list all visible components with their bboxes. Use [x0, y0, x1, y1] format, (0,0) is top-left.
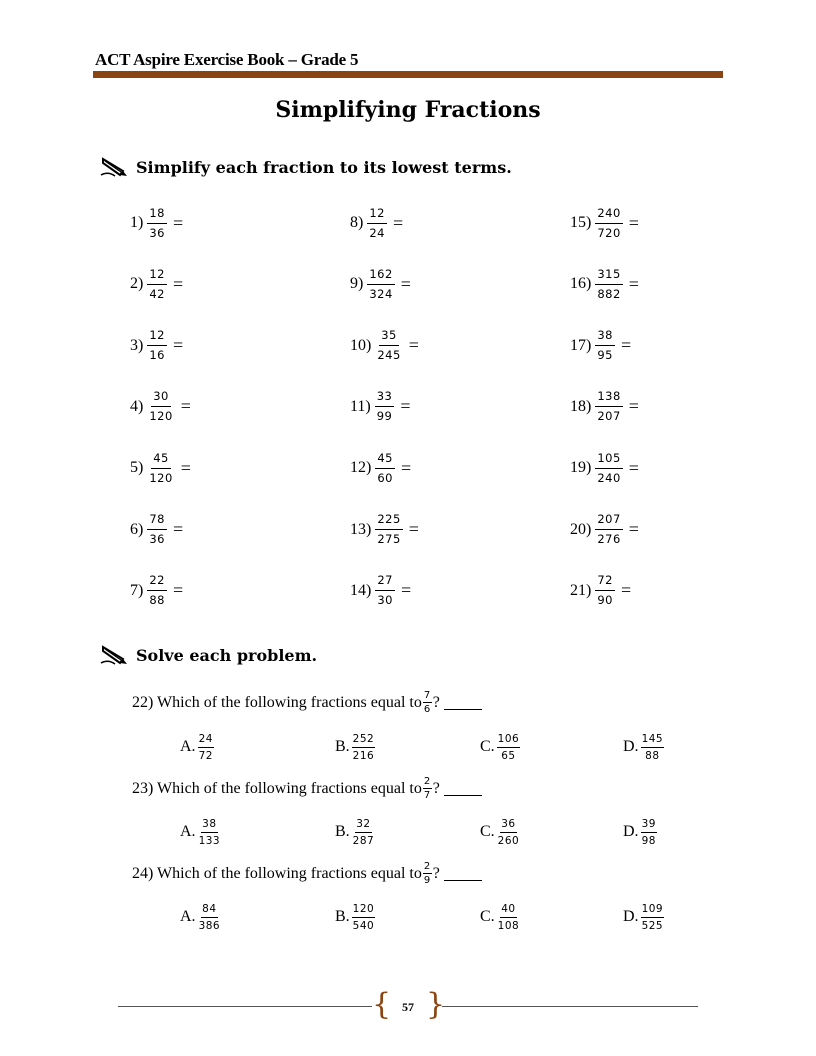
fraction [352, 733, 376, 762]
exercise-item [570, 383, 639, 431]
section-heading-label: Solve each problem. [136, 645, 318, 665]
answer-option[interactable] [180, 810, 221, 854]
fraction-denominator: 90 [597, 593, 613, 608]
fraction-numerator: 45 [375, 452, 395, 469]
fraction [423, 861, 432, 886]
fraction-numerator: 105 [595, 452, 622, 469]
exercise-number: 2) [130, 275, 144, 293]
question-text [132, 861, 482, 886]
fraction [641, 903, 665, 932]
exercise-item [130, 444, 191, 492]
fraction [198, 903, 222, 932]
pencil-icon [100, 644, 128, 666]
answer-option[interactable] [623, 810, 657, 854]
fraction-denominator: 324 [369, 286, 393, 301]
exercise-number: 13) [350, 520, 372, 538]
fraction-numerator: 72 [595, 574, 615, 591]
exercise-row [130, 383, 690, 431]
equals-sign: = [628, 273, 639, 294]
equals-sign: = [628, 457, 639, 478]
exercise-item [350, 383, 411, 431]
fraction [147, 574, 167, 607]
exercise-row [130, 567, 690, 615]
fraction [423, 690, 432, 715]
fraction [147, 329, 167, 362]
fraction-denominator: 540 [352, 919, 375, 932]
equals-sign: = [620, 580, 632, 601]
fraction-denominator: 24 [369, 225, 385, 240]
fraction-numerator: 2 [423, 861, 431, 872]
fraction [147, 452, 174, 485]
exercise-number: 8) [350, 214, 364, 231]
fraction [595, 574, 615, 607]
fraction-denominator: 287 [352, 834, 375, 847]
fraction-denominator: 36 [149, 532, 165, 546]
exercise-item [570, 322, 631, 370]
exercise-number: 18) [570, 397, 592, 415]
fraction [641, 818, 657, 847]
exercise-item [570, 567, 631, 615]
answer-blank[interactable] [444, 866, 482, 881]
fraction-denominator: 216 [352, 749, 375, 762]
option-letter: B. [335, 823, 350, 840]
question-suffix: ? [432, 693, 440, 711]
section-heading-label: Simplify each fraction to its lowest terms. [136, 157, 512, 177]
fraction-numerator: 106 [497, 733, 521, 748]
exercise-item [350, 567, 411, 615]
fraction [497, 903, 521, 932]
fraction-denominator: 525 [641, 919, 664, 932]
answer-option[interactable] [180, 725, 214, 769]
equals-sign: = [172, 212, 184, 233]
exercise-number: 7) [130, 581, 144, 599]
fraction-denominator: 108 [497, 919, 520, 932]
answer-option[interactable] [480, 895, 520, 939]
fraction-denominator: 16 [149, 348, 165, 363]
fraction-numerator: 240 [595, 207, 622, 224]
answer-option[interactable] [480, 810, 520, 854]
fraction-numerator: 145 [641, 733, 665, 748]
header-title: ACT Aspire Exercise Book – Grade 5 [95, 50, 359, 69]
fraction-denominator: 720 [597, 225, 621, 240]
exercise-number: 4) [130, 397, 144, 415]
fraction [147, 390, 174, 423]
option-letter: D. [623, 823, 639, 840]
fraction-denominator: 99 [376, 409, 393, 424]
fraction-denominator: 88 [645, 749, 660, 762]
fraction-numerator: 35 [379, 329, 399, 346]
fraction-numerator: 84 [201, 903, 217, 918]
fraction [375, 329, 402, 362]
equals-sign: = [408, 519, 419, 539]
fraction-denominator: 133 [198, 834, 221, 847]
fraction-numerator: 24 [198, 733, 214, 748]
exercise-number: 14) [350, 581, 372, 599]
exercise-number: 11) [350, 397, 371, 415]
fraction-numerator: 2 [423, 776, 431, 787]
fraction [147, 513, 167, 546]
exercise-item [350, 444, 411, 492]
equals-sign: = [400, 457, 412, 478]
exercise-row [130, 199, 690, 247]
fraction-denominator: 95 [597, 348, 613, 363]
fraction-numerator: 109 [641, 903, 665, 918]
exercise-item [350, 199, 403, 247]
option-letter: C. [480, 738, 495, 755]
exercise-number: 21) [570, 581, 592, 599]
fraction-numerator: 27 [375, 574, 395, 591]
fraction [595, 268, 622, 301]
fraction [147, 268, 167, 301]
option-letter: B. [335, 738, 350, 755]
answer-option[interactable] [180, 895, 221, 939]
exercise-number: 3) [130, 336, 144, 354]
exercise-row [130, 444, 690, 492]
footer-bracket-right: } [426, 987, 446, 1022]
fraction [595, 390, 622, 423]
fraction-denominator: 120 [149, 470, 173, 485]
equals-sign: = [628, 212, 639, 233]
fraction-numerator: 12 [147, 268, 167, 285]
answer-options [180, 810, 700, 854]
fraction [352, 818, 376, 847]
section-heading-solve [100, 644, 317, 666]
equals-sign: = [400, 396, 411, 417]
exercise-item [570, 199, 639, 247]
fraction-denominator: 386 [198, 919, 221, 932]
exercise-number: 6) [130, 520, 144, 538]
fraction-denominator: 72 [198, 749, 213, 762]
question-prefix: 23) Which of the following fractions equal to [132, 779, 422, 797]
equals-sign: = [392, 212, 404, 233]
option-letter: A. [180, 908, 196, 925]
exercise-item [130, 199, 183, 247]
fraction-denominator: 88 [149, 593, 165, 608]
exercise-number: 15) [570, 214, 592, 231]
fraction-numerator: 39 [641, 818, 657, 833]
section-heading-simplify [100, 156, 512, 178]
equals-sign: = [172, 519, 184, 539]
equals-sign: = [400, 273, 411, 294]
fraction [367, 268, 394, 301]
answer-option[interactable] [335, 895, 375, 939]
fraction-numerator: 207 [595, 513, 622, 530]
exercise-row [130, 260, 690, 308]
fraction-numerator: 7 [423, 690, 431, 701]
option-letter: C. [480, 823, 495, 840]
option-letter: A. [180, 823, 196, 840]
fraction [595, 207, 622, 240]
header-rule [93, 71, 723, 78]
fraction-numerator: 22 [147, 574, 167, 591]
fraction-numerator: 38 [595, 329, 615, 346]
fraction [375, 390, 395, 423]
fraction-numerator: 120 [352, 903, 376, 918]
exercise-number: 5) [130, 459, 144, 477]
answer-blank[interactable] [444, 695, 482, 710]
fraction-denominator: 9 [423, 875, 431, 886]
fraction-numerator: 78 [147, 513, 167, 530]
option-letter: C. [480, 908, 495, 925]
fraction-numerator: 32 [355, 818, 371, 833]
fraction [497, 818, 521, 847]
fraction-denominator: 65 [501, 749, 516, 762]
exercise-item [570, 506, 639, 554]
fraction-denominator: 120 [149, 409, 173, 424]
fraction-numerator: 225 [375, 513, 402, 530]
option-letter: A. [180, 738, 196, 755]
equals-sign: = [172, 335, 184, 356]
fraction [375, 574, 395, 607]
exercise-number: 1) [130, 214, 144, 231]
fraction-numerator: 12 [147, 329, 167, 346]
fraction [147, 207, 167, 240]
exercise-row [130, 322, 690, 370]
fraction-denominator: 882 [597, 286, 621, 301]
exercise-number: 17) [570, 336, 592, 354]
fraction [198, 818, 222, 847]
fraction-numerator: 33 [375, 390, 395, 407]
fraction-numerator: 315 [595, 268, 622, 285]
fraction-numerator: 40 [500, 903, 516, 918]
exercise-number: 12) [350, 459, 372, 477]
exercise-number: 10) [350, 336, 372, 354]
equals-sign: = [628, 519, 639, 539]
fraction-denominator: 60 [377, 470, 393, 485]
answer-option[interactable] [623, 725, 664, 769]
fraction-numerator: 45 [151, 452, 171, 469]
fraction-denominator: 207 [597, 409, 621, 424]
fraction-denominator: 6 [423, 704, 431, 715]
answer-options [180, 725, 700, 769]
fraction-numerator: 38 [201, 818, 217, 833]
fraction [595, 513, 622, 546]
equals-sign: = [180, 396, 191, 417]
exercise-item [130, 506, 183, 554]
exercise-item [130, 567, 183, 615]
exercise-item [350, 322, 419, 370]
question-prefix: 24) Which of the following fractions equal to [132, 864, 422, 882]
option-letter: B. [335, 908, 350, 925]
question-suffix: ? [432, 779, 440, 797]
answer-option[interactable] [335, 725, 375, 769]
fraction-denominator: 98 [641, 834, 656, 847]
exercise-number: 16) [570, 275, 592, 293]
exercise-item [570, 444, 639, 492]
fraction-numerator: 12 [367, 207, 387, 224]
option-letter: D. [623, 738, 639, 755]
answer-option[interactable] [335, 810, 375, 854]
fraction [375, 513, 402, 546]
exercise-item [350, 506, 419, 554]
question-suffix: ? [432, 864, 440, 882]
equals-sign: = [620, 335, 632, 356]
equals-sign: = [172, 273, 184, 294]
option-letter: D. [623, 908, 639, 925]
page-title: Simplifying Fractions [275, 97, 541, 123]
fraction [375, 452, 395, 485]
fraction-denominator: 275 [377, 532, 401, 546]
exercise-number: 9) [350, 275, 364, 293]
answer-option[interactable] [623, 895, 664, 939]
fraction-denominator: 276 [597, 532, 621, 546]
pencil-icon [100, 156, 128, 178]
question-text [132, 776, 482, 801]
answer-blank[interactable] [444, 781, 482, 796]
fraction-numerator: 252 [352, 733, 376, 748]
fraction-numerator: 36 [500, 818, 516, 833]
fraction [198, 733, 214, 762]
fraction [595, 329, 615, 362]
question-text [132, 690, 482, 715]
fraction [352, 903, 376, 932]
fraction-denominator: 30 [377, 593, 393, 608]
exercise-number: 20) [570, 520, 592, 538]
fraction [423, 776, 432, 801]
fraction [367, 207, 387, 240]
fraction-denominator: 7 [423, 790, 431, 801]
equals-sign: = [172, 580, 184, 601]
exercise-item [350, 260, 411, 308]
equals-sign: = [628, 396, 639, 417]
fraction-numerator: 30 [151, 390, 171, 407]
fraction [595, 452, 622, 485]
answer-option[interactable] [480, 725, 520, 769]
fraction [497, 733, 521, 762]
equals-sign: = [408, 335, 419, 356]
exercise-item [130, 322, 183, 370]
fraction-denominator: 245 [377, 348, 401, 363]
fraction-numerator: 138 [595, 390, 622, 407]
question-prefix: 22) Which of the following fractions equal to [132, 693, 422, 711]
fraction-denominator: 36 [149, 225, 165, 240]
exercise-item [130, 383, 191, 431]
fraction-numerator: 162 [367, 268, 394, 285]
exercise-number: 19) [570, 459, 592, 477]
exercise-item [570, 260, 639, 308]
equals-sign: = [400, 580, 412, 601]
fraction-denominator: 260 [497, 834, 520, 847]
answer-options [180, 895, 700, 939]
page-number: 57 [402, 1000, 414, 1014]
footer-bracket-left: { [372, 987, 392, 1022]
exercise-row [130, 506, 690, 554]
fraction-denominator: 240 [597, 470, 621, 485]
fraction-numerator: 18 [147, 207, 167, 224]
exercise-item [130, 260, 183, 308]
fraction [641, 733, 665, 762]
equals-sign: = [180, 457, 191, 478]
fraction-denominator: 42 [149, 286, 165, 301]
